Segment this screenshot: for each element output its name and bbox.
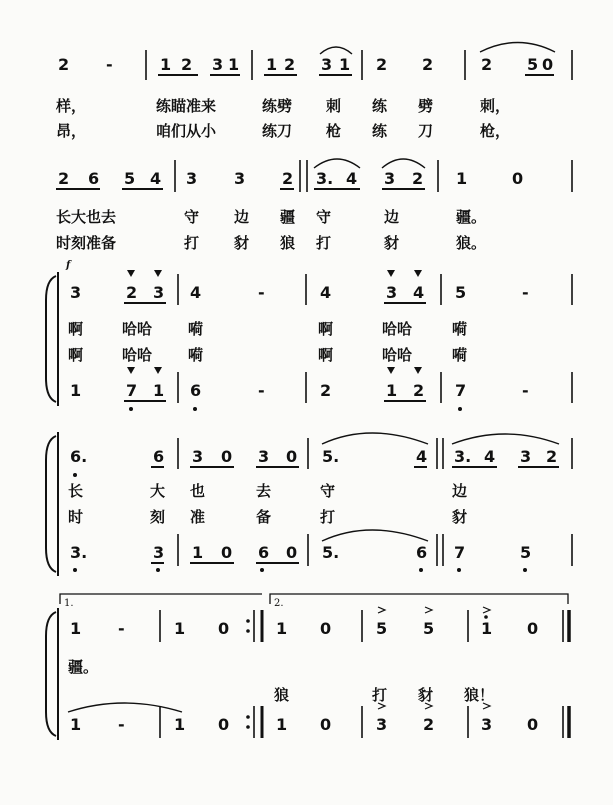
note: 1 [70,619,82,638]
lyric: 狼 [274,686,290,704]
note: 2 [181,55,193,74]
system-4-lower-notes [70,543,531,562]
note: 2 [546,447,558,466]
lyric: 枪， [480,122,511,140]
note: 4 [484,447,496,466]
repeat-dots [246,619,250,729]
note: 3 [520,447,532,466]
lyric: 边 [234,208,250,226]
note: 5 [527,55,539,74]
note: 4 [190,283,202,302]
note: - [118,619,125,638]
note: 6 [153,447,165,466]
lyric: 豺 [384,234,400,252]
note: 3. [70,543,88,562]
system-1-notes [58,55,553,74]
note: 0 [286,543,298,562]
note: 0 [221,543,233,562]
lyric: 咱们从小 [156,122,217,140]
note: 5 [520,543,532,562]
note: - [106,55,113,74]
note: - [522,381,529,400]
lyric: 边 [384,208,400,226]
system-3-upper-bars [178,274,572,305]
lyric: 嗬 [188,346,204,364]
note: 3 [258,447,270,466]
system-2-slurs [314,159,425,168]
lyric: 打 [320,508,336,526]
note: 4 [413,283,425,302]
note: 2 [423,715,435,734]
note: 6 [190,381,202,400]
note: 2 [58,55,70,74]
note: 1 [339,55,351,74]
note: 0 [320,619,332,638]
note: 1 [70,381,82,400]
note: 5. [322,447,340,466]
note: 0 [221,447,233,466]
note: 0 [218,715,230,734]
note: 5 [455,283,467,302]
note: 1 [386,381,398,400]
note: 1 [266,55,278,74]
note: 6. [70,447,88,466]
note: 7 [126,381,138,400]
note: 2 [481,55,493,74]
note: 5 [124,169,136,188]
lyric: 时 [68,508,84,526]
system-4-lower-bars [178,534,572,566]
lyric: 狼 [280,234,296,252]
lyric: 嗬 [452,346,468,364]
note: 3 [153,543,165,562]
lyric: 啊 [318,320,334,338]
lyric: 豺 [234,234,250,252]
lyric: 狼。 [456,234,487,252]
note: 3 [212,55,224,74]
system-5-brace [46,608,58,740]
note: 3 [186,169,198,188]
first-ending-label: 1. [64,598,74,609]
lyric: 准 [190,508,206,526]
system-4-upper-notes [70,447,557,466]
lyric: 打 [184,234,200,252]
note: 2 [282,169,294,188]
dynamic-mark: f [66,260,71,271]
note: 3 [234,169,246,188]
lyric: 备 [256,508,272,526]
lyric: 练 [372,122,388,140]
lyric: 嗬 [188,320,204,338]
system-5-high-dots [484,615,488,619]
note: 1 [276,715,288,734]
lyric: 守 [316,208,332,226]
lyric: 啊 [318,346,334,364]
note: 3 [481,715,493,734]
note: 2 [422,55,434,74]
lyric: 守 [320,482,336,500]
note: 0 [286,447,298,466]
note: 2 [412,169,424,188]
note: 1 [174,619,186,638]
lyric: 昂， [56,122,87,140]
note: 1 [192,543,204,562]
note: 0 [542,55,554,74]
lyric: 疆。 [68,658,99,676]
lyric: 打 [372,686,388,704]
note: 7 [454,543,466,562]
note: 0 [218,619,230,638]
lyric: 疆。 [456,208,487,226]
note: 2 [320,381,332,400]
note: 4 [150,169,162,188]
note: 4 [346,169,358,188]
lyric: 哈哈 [382,346,413,364]
lyric: 练 [372,97,388,115]
note: 7 [455,381,467,400]
lyric: 疆 [280,208,296,226]
system-5-ties [68,703,182,712]
note: 6 [88,169,100,188]
note: 3 [153,283,165,302]
lyric: 练瞄准来 [156,97,217,115]
lyric: 长大也去 [56,208,117,226]
note: 5 [423,619,435,638]
note: 3. [454,447,472,466]
note: 6 [416,543,428,562]
system-3-lower-notes [70,381,529,400]
lyric: 豺 [418,686,434,704]
lyric: 练刀 [262,122,293,140]
lyric: 啊 [68,320,84,338]
system-1-bars [146,50,572,80]
system-2-notes [58,169,523,188]
system-4-brace [46,432,58,576]
lyric: 刀 [418,122,434,140]
note: 3 [192,447,204,466]
note: - [258,381,265,400]
note: 0 [527,619,539,638]
system-3-brace [46,272,58,406]
note: 1 [174,715,186,734]
system-3-upper-notes [70,283,529,302]
note: 0 [527,715,539,734]
lyric: 嗬 [452,320,468,338]
lyric: 刺 [326,97,342,115]
second-ending-label: 2. [274,598,284,609]
note: 6 [258,543,270,562]
lyric: 也 [190,482,206,500]
note: - [258,283,265,302]
note: - [522,283,529,302]
lyric: 打 [316,234,332,252]
lyric: 样， [56,97,87,115]
system-3-accents [127,270,425,374]
note: 1 [228,55,240,74]
lyric: 守 [184,208,200,226]
note: 2 [413,381,425,400]
note: 3 [321,55,333,74]
note: 3 [376,715,388,734]
note: 3 [70,283,82,302]
note: 5 [376,619,388,638]
note: 1 [481,619,493,638]
lyric: 刺， [480,97,511,115]
lyric: 刻 [150,508,166,526]
note: 4 [416,447,428,466]
lyric: 啊 [68,346,84,364]
volta-brackets [60,594,568,604]
system-4-upper-bars [178,438,572,469]
note: 2 [126,283,138,302]
lyric: 边 [452,482,468,500]
lyric: 长 [68,482,84,500]
lyric: 劈 [418,97,434,115]
lyric: 哈哈 [382,320,413,338]
note: 1 [276,619,288,638]
note: 3 [384,169,396,188]
note: 2 [284,55,296,74]
lyric: 去 [256,482,272,500]
note: 3 [386,283,398,302]
lyric: 豺 [452,508,468,526]
note: - [118,715,125,734]
lyric: 狼！ [464,686,495,704]
note: 1 [160,55,172,74]
lyric: 大 [150,482,166,500]
note: 3. [316,169,334,188]
system-3-lower-bars [178,372,572,403]
note: 0 [320,715,332,734]
note: 0 [512,169,524,188]
lyric: 哈哈 [122,320,153,338]
note: 1 [456,169,468,188]
note: 1 [70,715,82,734]
note: 5. [322,543,340,562]
system-3-octave-dots [129,407,462,411]
note: 4 [320,283,332,302]
note: 2 [58,169,70,188]
lyric: 时刻准备 [56,234,117,252]
lyric: 哈哈 [122,346,153,364]
lyric: 枪 [326,122,342,140]
lyric: 练劈 [262,97,293,115]
note: 1 [153,381,165,400]
system-1-slurs [320,43,555,55]
note: 2 [376,55,388,74]
